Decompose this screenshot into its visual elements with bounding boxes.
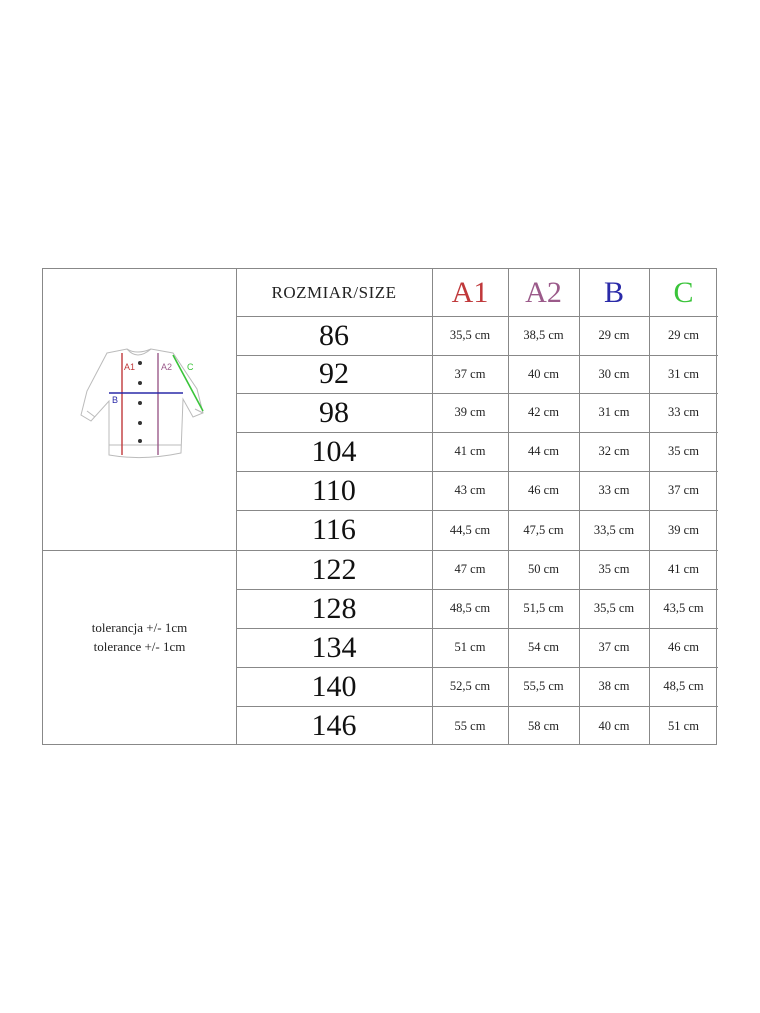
measurement-c: 43,5 cm: [663, 601, 704, 615]
header-size-label: ROZMIAR/SIZE: [271, 282, 397, 302]
measurement-a2: 54 cm: [528, 640, 559, 654]
measurement-a1: 51 cm: [454, 640, 486, 654]
measurement-b: 37 cm: [598, 640, 630, 654]
size-value: 134: [311, 630, 357, 664]
size-value: 110: [312, 473, 356, 507]
measurement-b: 32 cm: [598, 444, 630, 458]
size-value: 146: [311, 709, 357, 742]
size-value: 86: [319, 318, 349, 352]
measurement-c: 33 cm: [668, 405, 699, 419]
size-value: 104: [311, 434, 357, 468]
measurement-c: 41 cm: [668, 562, 699, 576]
diagram-label-a1: A1: [124, 362, 136, 372]
measurement-a1: 35,5 cm: [449, 328, 491, 342]
measurement-c: 37 cm: [668, 483, 699, 497]
size-value: 98: [319, 395, 349, 429]
measurement-c: 35 cm: [668, 444, 699, 458]
measurement-a1: 55 cm: [454, 718, 486, 733]
diagram-label-b: B: [112, 395, 119, 405]
header-col-a2: A2: [525, 275, 562, 309]
measurement-c: 29 cm: [668, 328, 699, 342]
measurement-b: 35,5 cm: [593, 601, 635, 615]
measurement-a2: 47,5 cm: [523, 522, 564, 537]
measurement-a2: 44 cm: [528, 444, 559, 458]
size-value: 116: [312, 513, 356, 546]
header-col-b: B: [603, 275, 624, 309]
measurement-a1: 37 cm: [454, 366, 486, 381]
measurement-a2: 38,5 cm: [523, 328, 564, 342]
shirt-diagram: [65, 341, 215, 476]
size-value: 122: [311, 552, 357, 586]
tolerance-note-pl: tolerancja +/- 1cm: [91, 620, 188, 635]
measurement-a2: 55,5 cm: [523, 679, 564, 693]
measurement-a2: 58 cm: [528, 718, 559, 733]
measurement-a2: 51,5 cm: [523, 601, 564, 615]
measurement-b: 31 cm: [598, 405, 630, 419]
measurement-b: 35 cm: [598, 562, 630, 576]
measurement-a1: 39 cm: [454, 405, 486, 419]
header-col-c: C: [673, 275, 694, 309]
measurement-a1: 43 cm: [454, 483, 486, 497]
diagram-label-c: C: [187, 362, 194, 372]
size-value: 140: [311, 669, 357, 703]
measurement-c: 39 cm: [668, 522, 699, 537]
measurement-a1: 47 cm: [454, 562, 486, 576]
header-col-a1: A1: [451, 275, 489, 309]
measurement-b: 33,5 cm: [593, 522, 635, 537]
left-panel-divider: [43, 550, 236, 551]
measurement-b: 33 cm: [598, 483, 630, 497]
measurement-a2: 50 cm: [528, 562, 559, 576]
measurement-a2: 42 cm: [528, 405, 559, 419]
measurement-b: 40 cm: [598, 718, 630, 733]
measurement-c: 31 cm: [668, 366, 699, 381]
measurement-b: 38 cm: [598, 679, 630, 693]
diagram-label-a2: A2: [161, 362, 173, 372]
measurement-a2: 40 cm: [528, 366, 559, 381]
measurement-c: 48,5 cm: [663, 679, 704, 693]
size-chart-table: [42, 268, 717, 745]
measurement-b: 29 cm: [598, 328, 630, 342]
measurement-a2: 46 cm: [528, 483, 559, 497]
size-value: 92: [319, 357, 349, 390]
tolerance-note-en: tolerance +/- 1cm: [93, 639, 186, 654]
measurement-b: 30 cm: [598, 366, 630, 381]
measurement-a1: 44,5 cm: [449, 522, 491, 537]
size-value: 128: [311, 591, 357, 625]
measurement-c: 51 cm: [668, 718, 699, 733]
measurement-a1: 41 cm: [454, 444, 486, 458]
measurement-a1: 48,5 cm: [449, 601, 491, 615]
measurement-a1: 52,5 cm: [449, 679, 491, 693]
measurement-c: 46 cm: [668, 640, 699, 654]
shirt-icon: [65, 341, 215, 471]
